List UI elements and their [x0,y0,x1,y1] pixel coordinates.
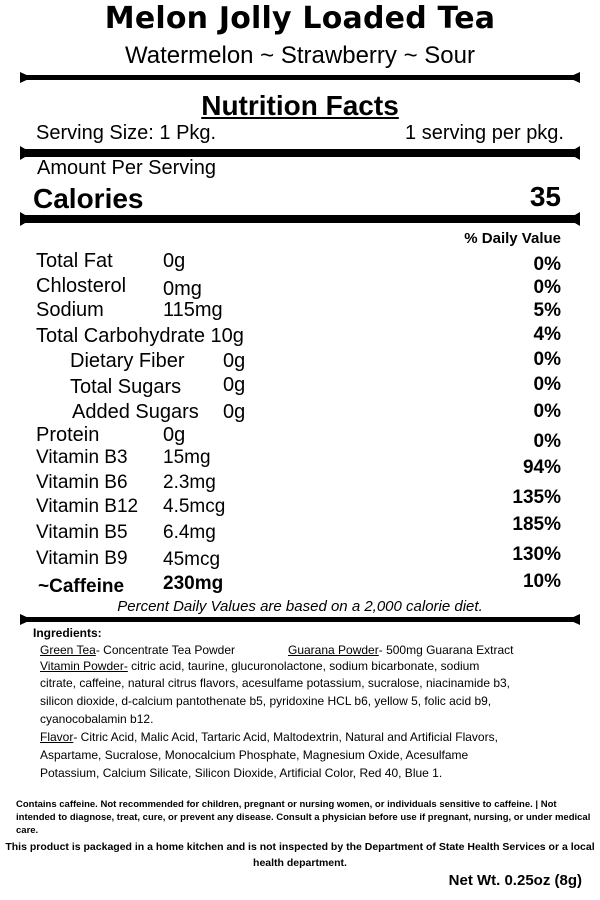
nutrient-amount: 0g [223,350,246,372]
ingredient-line [40,643,235,657]
nutrient-amount: 0g [223,401,246,423]
nutrient-amount: 45mcg [163,549,221,570]
nutrient-daily-value: 0% [533,277,561,298]
ingredient-line [288,643,513,657]
nutrient-daily-value: 94% [522,457,561,478]
nutrient-amount: 15mg [163,447,211,468]
nutrient-daily-value: 0% [533,431,561,452]
nutrient-name: Total Sugars [70,376,182,398]
nutrient-daily-value: 135% [512,487,561,508]
serving-size: Serving Size: 1 Pkg. [36,122,217,144]
nutrient-amount: 0mg [163,278,202,300]
caffeine-amount: 230mg [163,573,224,594]
flavor-label: Flavor [40,730,74,744]
daily-value-header: % Daily Value [464,230,561,247]
home-kitchen-notice: This product is packaged in a home kitchen and is not inspected by the Department of State Health Services or a local health department. [5,841,595,869]
nutrient-amount: 0g [163,424,186,446]
calories-label: Calories [33,183,144,214]
amount-per-serving: Amount Per Serving [37,157,216,179]
guarana-text: - 500mg Guarana Extract [378,643,514,657]
caffeine-daily-value: 10% [522,571,561,592]
divider-rule [20,70,580,86]
nutrient-amount: 0g [223,374,246,396]
nutrient-daily-value: 0% [533,374,561,395]
nutrient-name: Vitamin B3 [36,447,128,468]
nutrient-name: Protein [36,424,100,446]
vitamin-powder-text: citric acid, taurine, glucuronolactone, sodium bicarbonate, sodium [127,659,480,673]
product-title: Melon Jolly Loaded Tea [104,1,496,36]
nutrient-name: Vitamin B5 [36,522,128,543]
nutrient-name: Total Fat [36,250,113,272]
nutrient-amount: 2.3mg [163,472,216,493]
ingredients-heading: Ingredients: [33,626,102,640]
nutrient-name: Vitamin B9 [36,548,128,569]
ingredient-line: Potassium, Calcium Silicate, Silicon Dioxide, Artificial Color, Red 40, Blue 1. [40,766,443,780]
nutrient-daily-value: 0% [533,349,561,370]
green-tea-text: - Concentrate Tea Powder [95,643,236,657]
calories-value: 35 [529,181,561,212]
ingredient-line: Aspartame, Sucralose, Monocalcium Phosphate, Magnesium Oxide, Acesulfame [40,748,469,762]
nutrient-amount: 4.5mcg [163,496,226,517]
green-tea-label: Green Tea [40,643,96,657]
nutrition-facts-heading: Nutrition Facts [201,90,399,121]
guarana-label: Guarana Powder [288,643,379,657]
nutrient-daily-value: 5% [533,300,561,321]
flavor-text: - Citric Acid, Malic Acid, Tartaric Acid, Maltodextrin, Natural and Artificial Flavors, [73,730,498,744]
product-subtitle: Watermelon ~ Strawberry ~ Sour [125,42,475,69]
nutrient-amount: 115mg [163,299,223,321]
ingredient-line [40,659,479,673]
servings-per-package: 1 serving per pkg. [405,122,564,144]
nutrient-name: Dietary Fiber [70,350,185,372]
nutrient-name: Chlosterol [36,275,127,297]
net-weight: Net Wt. 0.25oz (8g) [448,872,582,889]
caffeine-label: ~Caffeine [38,576,125,597]
nutrient-name: Vitamin B6 [36,472,128,493]
ingredient-line [40,730,498,744]
vitamin-powder-label: Vitamin Powder- [40,659,128,673]
nutrient-daily-value: 185% [512,514,561,535]
caffeine-warning: Contains caffeine. Not recommended for children, pregnant or nursing women, or individuals sensitive to caffeine. | Not intended to diagnose, treat, cure, or prevent any disease. Consult a physician before use if pregnant, nursing, or under medical care. [16,799,591,836]
nutrient-name: Total Carbohydrate 10g [36,325,244,347]
nutrient-name: Vitamin B12 [36,496,139,517]
nutrient-daily-value: 0% [533,254,561,275]
ingredient-line: silicon dioxide, d-calcium pantothenate b5, pyridoxine HCL b6, yellow 5, folic acid b9, [40,694,492,708]
nutrient-amount: 0g [163,250,186,272]
ingredient-line: cyanocobalamin b12. [40,712,154,726]
nutrient-daily-value: 4% [533,324,561,345]
nutrient-amount: 6.4mg [163,522,216,543]
nutrient-name: Added Sugars [72,401,199,423]
daily-value-footnote: Percent Daily Values are based on a 2,000 calorie diet. [117,598,483,615]
nutrient-daily-value: 130% [512,544,561,565]
nutrient-daily-value: 0% [533,401,561,422]
ingredient-line: citrate, caffeine, natural citrus flavors, acesulfame potassium, sucralose, niacinamide b3, [40,676,511,690]
nutrient-name: Sodium [36,299,104,321]
